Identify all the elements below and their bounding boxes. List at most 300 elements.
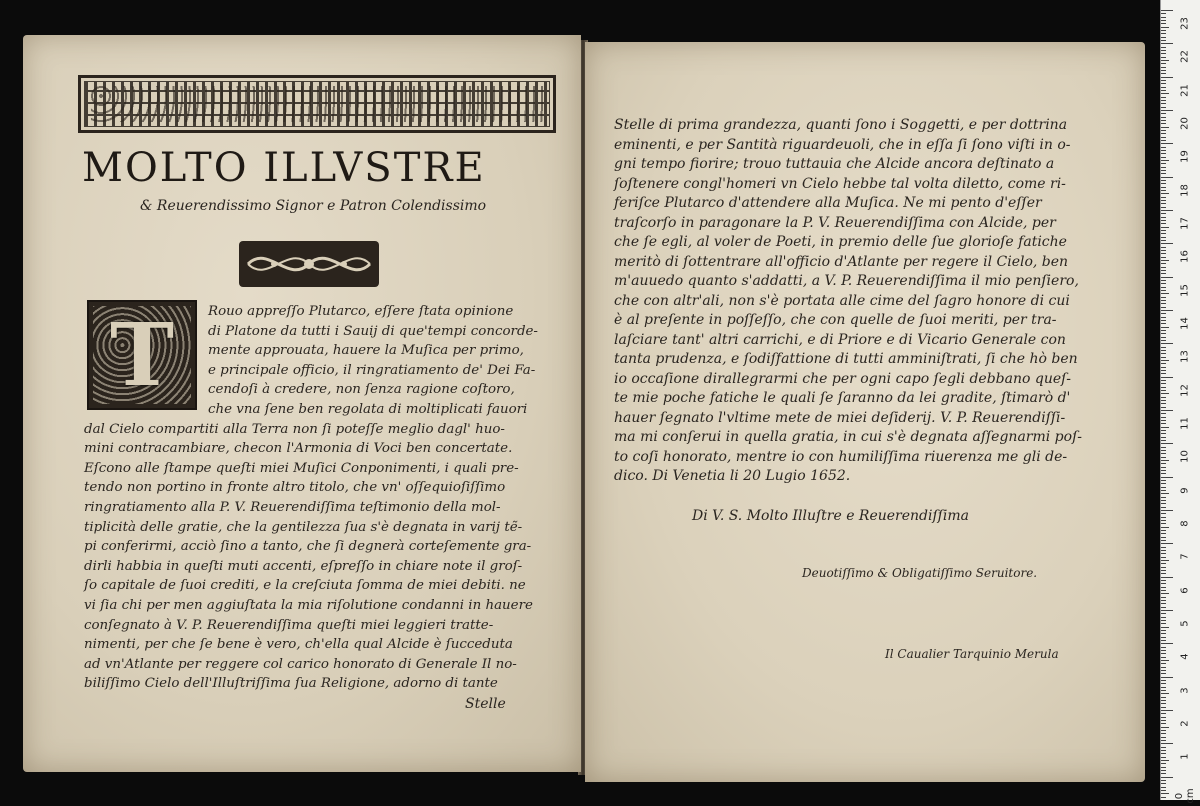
ruler-tick <box>1161 240 1166 241</box>
text-line: biliſſimo Cielo dell'Illuſtriſſima ſua Religione, adorno di tante <box>84 676 498 692</box>
ruler-tick <box>1161 527 1169 528</box>
ruler-number: 2 <box>1179 720 1191 727</box>
text-line: pi conferirmi, acciò ſino a tanto, che ſi degnerà corteſemente gra- <box>84 539 532 555</box>
text-line: ma mi conſerui in quella gratia, in cui s'è degnata aſſegnarmi poſ- <box>614 429 1082 445</box>
page-title: MOLTO ILLVSTRE <box>82 145 486 191</box>
ruler-tick <box>1161 520 1166 521</box>
signature-line: Il Caualier Tarquinio Merula <box>885 647 1059 661</box>
ruler-tick <box>1161 73 1166 74</box>
ruler-tick <box>1161 777 1173 778</box>
ruler-tick <box>1161 700 1166 701</box>
ruler-tick <box>1161 413 1166 414</box>
ruler-tick <box>1161 130 1166 131</box>
ruler-tick <box>1161 583 1166 584</box>
ruler-tick <box>1161 233 1166 234</box>
ruler-tick <box>1161 757 1166 758</box>
ruler-tick <box>1161 293 1169 294</box>
ruler-tick <box>1161 643 1173 644</box>
ruler-tick <box>1161 370 1166 371</box>
ruler-tick <box>1161 690 1166 691</box>
ruler-tick <box>1161 560 1169 561</box>
ruler-tick <box>1161 387 1166 388</box>
drop-cap-letter: T <box>110 304 174 406</box>
ruler-tick <box>1161 247 1166 248</box>
ruler-tick <box>1161 53 1166 54</box>
ruler-tick <box>1161 23 1166 24</box>
ruler-tick <box>1161 33 1166 34</box>
ruler-tick <box>1161 677 1173 678</box>
ruler-tick <box>1161 13 1166 14</box>
ruler-number: 10 <box>1179 450 1191 464</box>
ruler-tick <box>1161 537 1166 538</box>
text-line: laſciare tant' altri carrichi, e di Priore e di Vicario Generale con <box>614 331 1066 348</box>
ruler-tick <box>1161 390 1166 391</box>
ruler-tick <box>1161 90 1166 91</box>
ruler-tick <box>1161 210 1173 211</box>
ruler-tick <box>1161 513 1166 514</box>
ruler-tick <box>1161 573 1166 574</box>
ruler-tick <box>1161 633 1166 634</box>
fleuron-ornament-icon <box>238 240 380 288</box>
ruler-tick <box>1161 707 1166 708</box>
ruler-tick <box>1161 267 1166 268</box>
ruler-tick <box>1161 253 1166 254</box>
ruler-tick <box>1161 533 1166 534</box>
ruler-number: 15 <box>1179 283 1191 297</box>
text-line: di Platone da tutti i Sauij di que'tempi concorde- <box>208 323 538 339</box>
ruler-tick <box>1161 730 1166 731</box>
ruler-tick <box>1161 300 1166 301</box>
ruler-number: 9 <box>1179 486 1191 494</box>
ruler-tick <box>1161 200 1166 201</box>
ruler-tick <box>1161 647 1166 648</box>
ruler-tick <box>1161 610 1173 611</box>
ruler-tick <box>1161 670 1166 671</box>
ruler-tick <box>1161 553 1166 554</box>
ruler-tick <box>1161 47 1166 48</box>
ruler-tick <box>1161 457 1166 458</box>
ruler-tick <box>1161 323 1166 324</box>
ruler-tick <box>1161 87 1166 88</box>
ruler-tick <box>1161 160 1169 161</box>
text-line: traſcorſo in paragonare la P. V. Reuerendiſſima con Alcide, per <box>614 214 1056 231</box>
ruler-tick <box>1161 620 1166 621</box>
ruler-tick <box>1161 760 1169 761</box>
text-line: ſo capitale de ſuoi crediti, e la creſciuta ſomma de miei debiti. ne <box>84 578 526 594</box>
ruler-tick <box>1161 353 1166 354</box>
ruler-tick <box>1161 660 1169 661</box>
ruler-tick <box>1161 313 1166 314</box>
text-line: io occaſione dirallegrarmi che per ogni capo ſegli debbano queſ- <box>614 370 1072 387</box>
ruler-tick <box>1161 623 1166 624</box>
ruler-tick <box>1161 330 1166 331</box>
ruler-tick <box>1161 597 1166 598</box>
text-line: cendoſi à credere, non ſenza ragione coſtoro, <box>208 382 515 398</box>
ruler-tick <box>1161 720 1166 721</box>
ruler-tick <box>1161 577 1173 578</box>
ruler-tick <box>1161 750 1166 751</box>
ruler-tick <box>1161 183 1166 184</box>
ruler-tick <box>1161 570 1166 571</box>
ruler-number: 4 <box>1179 653 1191 661</box>
ruler-tick <box>1161 420 1166 421</box>
ruler-tick <box>1161 500 1166 501</box>
ruler-tick <box>1161 123 1166 124</box>
ruler-tick <box>1161 167 1166 168</box>
ruler-tick <box>1161 137 1166 138</box>
ruler-tick <box>1161 770 1166 771</box>
ruler-tick <box>1161 107 1166 108</box>
ruler-tick <box>1161 493 1169 494</box>
ruler-tick <box>1161 287 1166 288</box>
ruler-tick <box>1161 37 1166 38</box>
ruler-tick <box>1161 497 1166 498</box>
ruler-tick <box>1161 773 1166 774</box>
ruler-tick <box>1161 617 1166 618</box>
ruler-tick <box>1161 423 1166 424</box>
ruler-tick <box>1161 100 1166 101</box>
ruler-tick <box>1161 263 1166 264</box>
ruler-tick <box>1161 17 1166 18</box>
ruler-tick <box>1161 753 1166 754</box>
text-line: meritò di ſottentrare all'officio d'Atlante per regere il Cielo, ben <box>614 253 1069 270</box>
ruler-tick <box>1161 727 1169 728</box>
ruler-tick <box>1161 97 1166 98</box>
text-line: dal Cielo compartiti alla Terra non ſi poteſſe meglio dagl' huo- <box>84 421 505 437</box>
ruler-number: 22 <box>1179 50 1191 64</box>
ruler-tick <box>1161 363 1166 364</box>
ruler-tick <box>1161 540 1166 541</box>
ruler-tick <box>1161 590 1166 591</box>
ruler-number: 6 <box>1179 586 1191 594</box>
ruler-tick <box>1161 57 1166 58</box>
text-line: ſoſtenere congl'homeri vn Cielo hebbe tal volta diletto, come ri- <box>614 175 1066 192</box>
ruler-number: 7 <box>1179 553 1191 561</box>
ruler-tick <box>1161 440 1166 441</box>
ruler-tick <box>1161 350 1166 351</box>
ruler-tick <box>1161 223 1166 224</box>
ruler-tick <box>1161 637 1166 638</box>
servant-line: Deuotiſſimo & Obligatiſſimo Seruitore. <box>802 566 1038 580</box>
ruler-tick <box>1161 270 1166 271</box>
text-line: è al preſente in poſſeſſo, che con quelle de ſuoi meriti, per tra- <box>614 312 1057 328</box>
ruler-tick <box>1161 460 1169 461</box>
ruler-tick <box>1161 780 1166 781</box>
ruler-tick <box>1161 320 1166 321</box>
ruler-tick <box>1161 373 1166 374</box>
ruler-number: 13 <box>1179 350 1191 364</box>
ruler-tick <box>1161 310 1173 311</box>
ruler-tick <box>1161 490 1166 491</box>
text-line: dico. Di Venetia li 20 Lugio 1652. <box>614 468 851 484</box>
ruler-tick <box>1161 333 1166 334</box>
ruler-tick <box>1161 657 1166 658</box>
ruler-tick <box>1161 783 1166 784</box>
ruler-tick <box>1161 180 1166 181</box>
ruler-tick <box>1161 613 1166 614</box>
ruler-tick <box>1161 60 1169 61</box>
ruler-tick <box>1161 117 1166 118</box>
ruler-tick <box>1161 517 1166 518</box>
ruler-tick <box>1161 693 1169 694</box>
ruler-tick <box>1161 567 1166 568</box>
ruler-tick <box>1161 307 1166 308</box>
ruler-tick <box>1161 367 1166 368</box>
drop-cap <box>87 300 197 410</box>
ruler-tick <box>1161 397 1166 398</box>
text-line: ringratiamento alla P. V. Reuerendiſſima teſtimonio della mol- <box>84 500 501 515</box>
ruler-tick <box>1161 737 1166 738</box>
ruler-tick <box>1161 83 1166 84</box>
ruler-number: 1 <box>1179 753 1191 761</box>
text-line: ad vn'Atlante per reggere col carico honorato di Generale Il no- <box>84 656 517 672</box>
ruler-tick <box>1161 70 1166 71</box>
ruler-tick <box>1161 187 1166 188</box>
ruler-tick <box>1161 283 1166 284</box>
ruler-tick <box>1161 337 1166 338</box>
ruler-tick <box>1161 147 1166 148</box>
ruler-tick <box>1161 173 1166 174</box>
ruler-tick <box>1161 530 1166 531</box>
ruler-tick <box>1161 407 1166 408</box>
text-line: Stelle di prima grandezza, quanti ſono i Soggetti, e per dottrina <box>614 117 1068 133</box>
ruler-tick <box>1161 410 1173 411</box>
ruler-tick <box>1161 507 1166 508</box>
ruler-tick <box>1161 30 1166 31</box>
ruler-tick <box>1161 557 1166 558</box>
ruler-tick <box>1161 450 1166 451</box>
text-line: che con altr'ali, non s'è portata alle cime del ſagro honore di cui <box>614 292 1070 309</box>
ruler-tick <box>1161 453 1166 454</box>
text-line: hauer ſegnato l'vltime mete de miei deſiderij. V. P. Reuerendiſſi- <box>614 409 1066 426</box>
ruler-tick <box>1161 680 1166 681</box>
ruler-tick <box>1161 327 1169 328</box>
ruler-tick <box>1161 743 1173 744</box>
ruler-tick <box>1161 103 1166 104</box>
ruler-tick <box>1161 400 1166 401</box>
ruler-tick <box>1161 587 1166 588</box>
ruler-tick <box>1161 383 1166 384</box>
ruler-tick <box>1161 227 1169 228</box>
ruler-tick <box>1161 260 1169 261</box>
ruler-tick <box>1161 650 1166 651</box>
text-line: m'auuedo quanto s'addatti, a V. P. Reuerendiſſima il mio penſiero, <box>614 273 1079 289</box>
ruler-tick <box>1161 303 1166 304</box>
ruler-tick <box>1161 603 1166 604</box>
text-line: tiplicità delle gratie, che la gentilezza ſua s'è degnata in varij tẽ- <box>84 519 523 535</box>
ruler-tick <box>1161 257 1166 258</box>
dedication-line: Di V. S. Molto Illuſtre e Reuerendiſſima <box>692 508 969 524</box>
ruler-tick <box>1161 787 1166 788</box>
ruler-tick <box>1161 510 1173 511</box>
ruler-tick <box>1161 153 1166 154</box>
text-line: tendo non portino in fronte altro titolo, che vn' oſſequioſiſſimo <box>84 480 506 496</box>
ruler-tick <box>1161 63 1166 64</box>
ruler-number: 19 <box>1179 150 1191 164</box>
ornament-band <box>78 75 556 133</box>
ruler-tick <box>1161 793 1169 794</box>
text-line: nimenti, per che ſe bene è vero, ch'ella qual Alcide è ſucceduta <box>84 637 513 653</box>
ruler-tick <box>1161 297 1166 298</box>
ruler-tick <box>1161 150 1166 151</box>
text-line: gni tempo fiorire; trouo tuttauia che Alcide ancora deſtinato a <box>614 156 1055 172</box>
text-line: to coſi honorato, mentre io con humiliſſima riuerenza me gli de- <box>614 448 1068 465</box>
ruler-tick <box>1161 430 1166 431</box>
ruler-number: 11 <box>1179 417 1191 430</box>
ruler-tick <box>1161 77 1173 78</box>
ruler-number: 0 cm <box>1174 788 1196 804</box>
ruler-tick <box>1161 470 1166 471</box>
ruler-number: 5 <box>1179 620 1191 627</box>
ruler-tick <box>1161 580 1166 581</box>
ruler-tick <box>1161 667 1166 668</box>
ruler-number: 18 <box>1179 183 1191 197</box>
ruler-tick <box>1161 343 1173 344</box>
ruler-tick <box>1161 697 1166 698</box>
ruler-tick <box>1161 20 1166 21</box>
ruler-tick <box>1161 717 1166 718</box>
ruler-tick <box>1161 447 1166 448</box>
ruler-tick <box>1161 733 1166 734</box>
ruler-tick <box>1161 50 1166 51</box>
ruler-tick <box>1161 687 1166 688</box>
ruler-tick <box>1161 763 1166 764</box>
ruler-tick <box>1161 93 1169 94</box>
ruler-tick <box>1161 163 1166 164</box>
ruler-tick <box>1161 377 1173 378</box>
text-line: te mie poche fatiche le quali ſe ſaranno da lei gradite, ſtimarò d' <box>614 390 1071 406</box>
ruler-tick <box>1161 483 1166 484</box>
ruler-tick <box>1161 467 1166 468</box>
ruler-number: 14 <box>1179 317 1191 330</box>
ruler-tick <box>1161 653 1166 654</box>
ruler-tick <box>1161 230 1166 231</box>
text-line: mente approuata, hauere la Muſica per primo, <box>208 343 524 359</box>
ruler-tick <box>1161 203 1166 204</box>
ruler-tick <box>1161 10 1173 11</box>
ruler-tick <box>1161 250 1166 251</box>
text-line: vi ſia chi per men aggiuſtata la mia riſolutione condanni in hauere <box>84 598 533 613</box>
ruler-tick <box>1161 443 1173 444</box>
ruler-tick <box>1161 713 1166 714</box>
ruler-tick <box>1161 357 1166 358</box>
ruler-tick <box>1161 747 1166 748</box>
ruler-tick <box>1161 197 1166 198</box>
ruler-number: 20 <box>1179 117 1191 130</box>
ruler-tick <box>1161 627 1169 628</box>
ruler-tick <box>1161 40 1166 41</box>
ruler-tick <box>1161 600 1166 601</box>
ruler-tick <box>1161 207 1166 208</box>
text-line: feriſce Plutarco d'attendere alla Muſica. Ne mi pento d'eſſer <box>614 195 1042 211</box>
text-line: Rouo appreſſo Plutarco, eſſere ſtata opinione <box>208 304 514 319</box>
ruler-tick <box>1161 663 1166 664</box>
ruler-tick <box>1161 640 1166 641</box>
ruler-tick <box>1161 80 1166 81</box>
ruler-tick <box>1161 393 1169 394</box>
ruler-tick <box>1161 157 1166 158</box>
ruler-tick <box>1161 237 1166 238</box>
measurement-ruler <box>1160 0 1200 804</box>
text-line: mini contracambiare, checon l'Armonia di Voci ben concertate. <box>84 441 513 457</box>
ruler-tick <box>1161 190 1166 191</box>
ruler-tick <box>1161 133 1166 134</box>
ruler-tick <box>1161 673 1166 674</box>
ruler-tick <box>1161 273 1166 274</box>
ruler-tick <box>1161 217 1166 218</box>
text-line: tanta prudenza, e ſodiſfattione di tutti amminiſtrati, ſi che hò ben <box>614 351 1078 367</box>
ruler-number: 12 <box>1179 383 1191 397</box>
ruler-tick <box>1161 110 1173 111</box>
ruler-tick <box>1161 360 1169 361</box>
text-line: e principale officio, il ringratiamento de' Dei Fa- <box>208 362 536 378</box>
ruler-tick <box>1161 243 1173 244</box>
ruler-tick <box>1161 437 1166 438</box>
ruler-tick <box>1161 317 1166 318</box>
ruler-number: 3 <box>1179 686 1191 694</box>
ruler-tick <box>1161 480 1166 481</box>
text-line: Eſcono alle ſtampe queſti miei Muſici Conponimenti, i quali pre- <box>84 460 519 476</box>
ruler-tick <box>1161 487 1166 488</box>
ruler-tick <box>1161 710 1173 711</box>
text-line: che ſe egli, al voler de Poeti, in premio delle ſue glorioſe fatiche <box>614 234 1067 250</box>
ruler-number: 21 <box>1179 83 1191 97</box>
ruler-tick <box>1161 607 1166 608</box>
text-line: eminenti, e per Santità riguardeuoli, che in eſſa ſi ſono viſti in o- <box>614 136 1071 153</box>
ruler-tick <box>1161 177 1173 178</box>
ruler-tick <box>1161 193 1169 194</box>
ruler-tick <box>1161 120 1166 121</box>
ruler-tick <box>1161 463 1166 464</box>
ruler-tick <box>1161 140 1166 141</box>
ruler-tick <box>1161 403 1166 404</box>
ruler-tick <box>1161 503 1166 504</box>
ruler-tick <box>1161 550 1166 551</box>
ruler-tick <box>1161 723 1166 724</box>
ruler-tick <box>1161 43 1173 44</box>
text-line: conſegnato à V. P. Reuerendiſſima queſti miei leggieri tratte- <box>84 617 494 633</box>
catchword: Stelle <box>465 696 506 712</box>
ruler-tick <box>1161 473 1166 474</box>
ruler-tick <box>1161 797 1166 798</box>
ruler-tick <box>1161 593 1169 594</box>
ruler-tick <box>1161 67 1166 68</box>
ruler-tick <box>1161 417 1166 418</box>
ruler-tick <box>1161 790 1166 791</box>
ruler-number: 16 <box>1179 250 1191 264</box>
ruler-tick <box>1161 563 1166 564</box>
page-subtitle: & Reuerendissimo Signor e Patron Colendissimo <box>140 198 487 214</box>
ruler-tick <box>1161 290 1166 291</box>
ruler-tick <box>1161 767 1166 768</box>
ruler-tick <box>1161 27 1169 28</box>
ruler-tick <box>1161 113 1166 114</box>
ruler-tick <box>1161 143 1173 144</box>
ruler-tick <box>1161 280 1166 281</box>
ruler-tick <box>1161 427 1169 428</box>
ruler-tick <box>1161 277 1173 278</box>
ruler-tick <box>1161 433 1166 434</box>
ruler-tick <box>1161 630 1166 631</box>
text-line: che vna ſene ben regolata di moltiplicati fauori <box>208 402 528 417</box>
ruler-number: 23 <box>1179 17 1191 30</box>
ruler-tick <box>1161 170 1166 171</box>
ruler-tick <box>1161 220 1166 221</box>
ruler-tick <box>1161 380 1166 381</box>
ruler-tick <box>1161 347 1166 348</box>
ruler-tick <box>1161 547 1166 548</box>
ruler-number: 8 <box>1179 520 1191 527</box>
